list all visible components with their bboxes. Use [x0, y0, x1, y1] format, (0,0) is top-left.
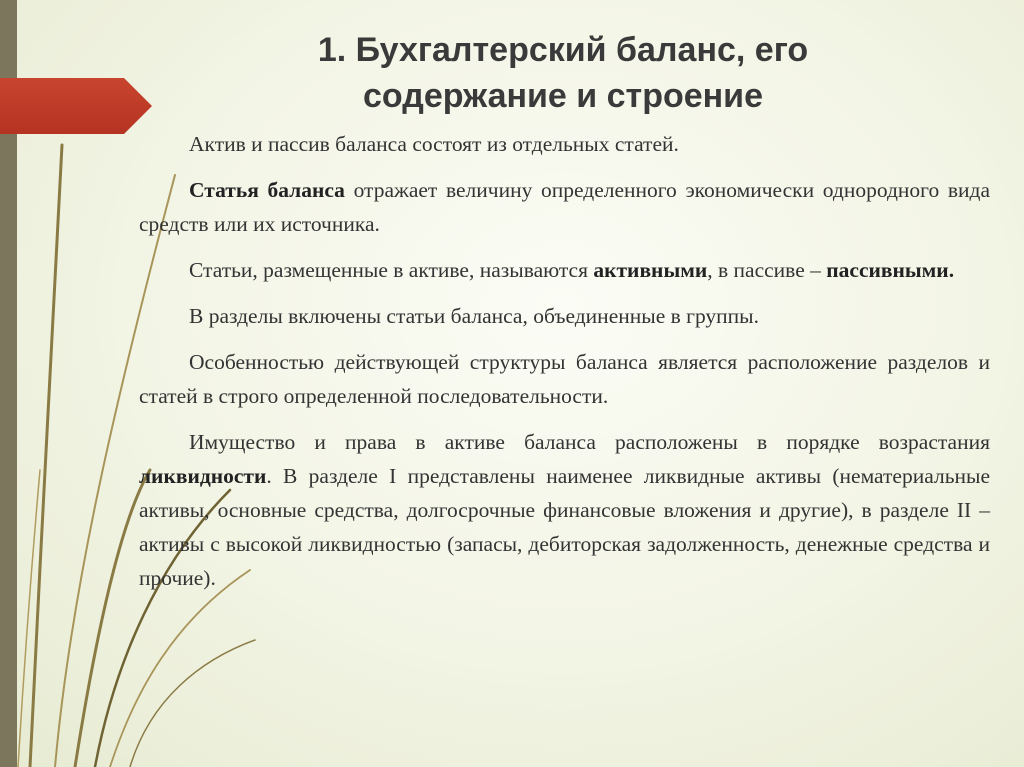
term-passive: пассивными.: [826, 258, 955, 282]
slide-title: [248, 27, 878, 119]
paragraph-3: [139, 253, 990, 287]
paragraph-3-start: Статьи, размещенные в активе, называются: [189, 258, 594, 282]
title-line-2: содержание и строение: [363, 77, 763, 115]
paragraph-1: [139, 127, 990, 161]
title-line-1: 1. Бухгалтерский баланс, его: [317, 31, 809, 69]
term-active: активными: [593, 258, 708, 282]
paragraph-4: [139, 299, 990, 333]
paragraph-5: [139, 345, 990, 413]
paragraph-2: [139, 173, 990, 241]
term-balance-item: Статья баланса: [189, 178, 345, 202]
paragraph-6: [139, 425, 990, 595]
slide-body: [139, 127, 990, 607]
paragraph-2-text: отражает величину определенного экономически однородного вида средств или их источника.: [139, 178, 990, 236]
paragraph-3-mid: , в пассиве –: [707, 258, 827, 282]
paragraph-6-start: Имущество и права в активе баланса расположены в порядке возрастания: [189, 430, 990, 454]
paragraph-1-text: Актив и пассив баланса состоят из отдельных статей.: [189, 132, 679, 156]
paragraph-5-text: Особенностью действующей структуры баланса является расположение разделов и статей в строго определенной последовательности.: [139, 350, 990, 408]
term-liquidity: ликвидности: [139, 464, 267, 488]
title-arrow-flag: [0, 78, 152, 134]
paragraph-4-text: В разделы включены статьи баланса, объединенные в группы.: [189, 304, 760, 328]
paragraph-6-text: . В разделе I представлены наименее ликвидные активы (нематериальные активы, основные средства, долгосрочные финансовые вложения и другие), в разделе II – активы с высокой ликвидностью (запасы, дебиторская задолженность, денежные средства и прочие).: [139, 464, 990, 590]
